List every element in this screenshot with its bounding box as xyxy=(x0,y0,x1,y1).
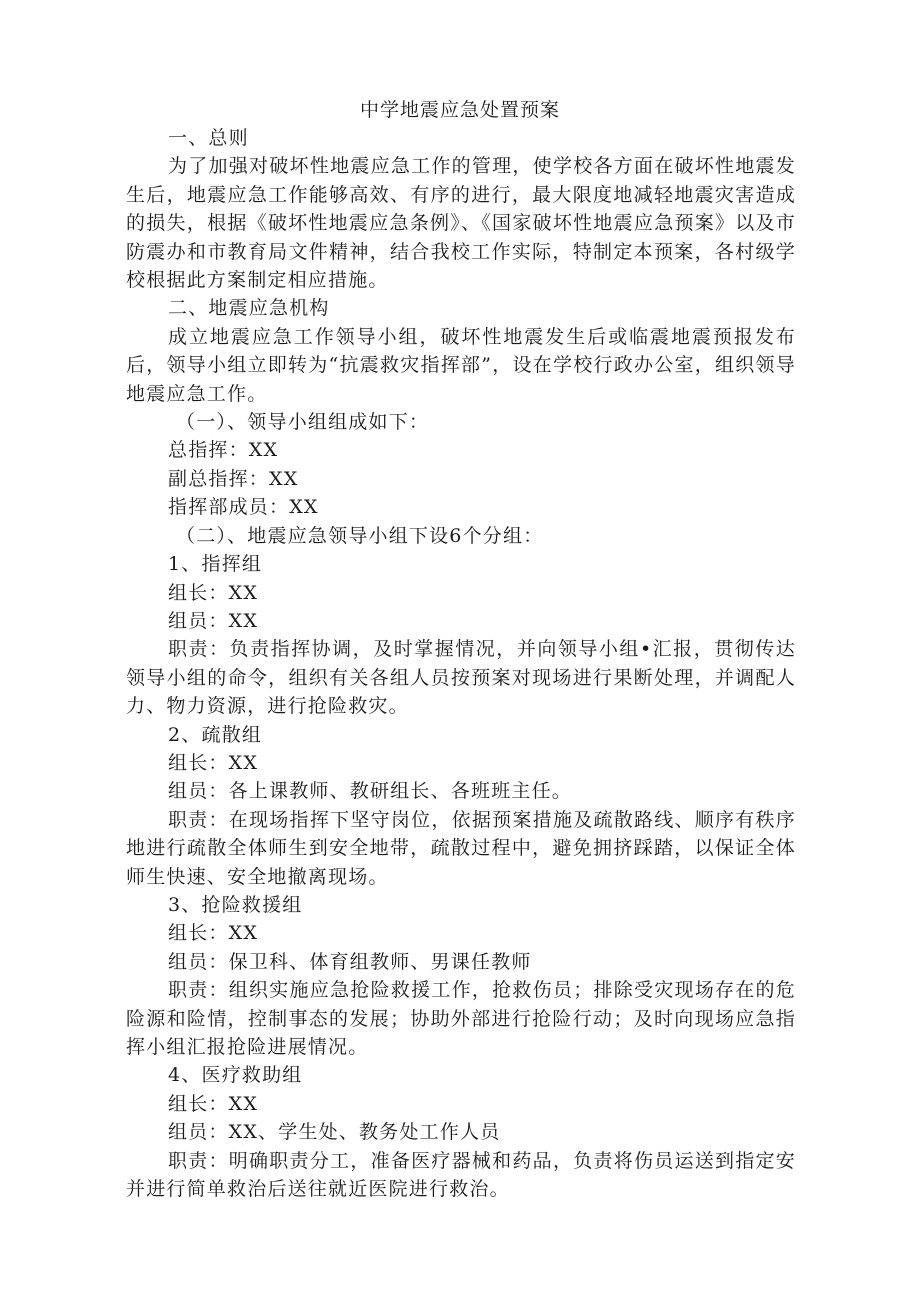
group-title-evacuation: 2、疏散组 xyxy=(168,723,263,746)
line-commander: 总指挥：XX xyxy=(168,439,279,462)
subheading-subgroups: （二）、地震应急领导小组下设6个分组： xyxy=(176,524,544,547)
line-command-members: 指挥部成员：XX xyxy=(168,496,319,519)
group-members-medical: 组员：XX、学生处、教务处工作人员 xyxy=(168,1121,501,1144)
document-body xyxy=(126,124,796,1203)
group-title-rescue: 3、抢险救援组 xyxy=(168,893,303,916)
group-title-command: 1、指挥组 xyxy=(168,553,263,576)
group-duty-evacuation: 职责：在现场指挥下坚守岗位，依据预案措施及疏散路线、顺序有秩序地进行疏散全体师生到安全地带，疏散过程中，避免拥挤踩踏，以保证全体师生快速、安全地撤离现场。 xyxy=(126,808,796,888)
group-duty-command: 职责：负责指挥协调，及时掌握情况，并向领导小组•汇报，贯彻传达领导小组的命令，组织有关各组人员按预案对现场进行果断处理，并调配人力、物力资源，进行抢险救灾。 xyxy=(126,638,796,718)
document-title: 中学地震应急处置预案 xyxy=(359,99,560,121)
group-members-command: 组员：XX xyxy=(168,609,259,632)
group-leader-command: 组长：XX xyxy=(168,581,259,604)
group-title-medical: 4、医疗救助组 xyxy=(168,1064,303,1087)
group-leader-rescue: 组长：XX xyxy=(168,922,259,945)
group-duty-rescue: 职责：组织实施应急抢险救援工作，抢救伤员；排除受灾现场存在的危险源和险情，控制事态的发展；协助外部进行抢险行动；及时向现场应急指挥小组汇报抢险进展情况。 xyxy=(126,979,796,1058)
paragraph-general: 为了加强对破坏性地震应急工作的管理，使学校各方面在破坏性地震发生后，地震应急工作能够高效、有序的进行，最大限度地减轻地震灾害造成的损失，根据《破坏性地震应急条例》、《国家破坏性地震应急预案》以及市防震办和市教育局文件精神，结合我校工作实际，特制定本预案，各村级学校根据此方案制定相应措施。 xyxy=(126,155,796,292)
group-members-rescue: 组员：保卫科、体育组教师、男课任教师 xyxy=(168,950,532,973)
group-members-evacuation: 组员：各上课教师、教研组长、各班班主任。 xyxy=(168,780,573,803)
group-duty-medical: 职责：明确职责分工，准备医疗器械和药品，负责将伤员运送到指定安并进行简单救治后送往就近医院进行救治。 xyxy=(126,1149,796,1201)
subheading-leadership-group: （一）、领导小组组成如下： xyxy=(176,411,430,434)
paragraph-organization: 成立地震应急工作领导小组，破坏性地震发生后或临震地震预报发布后，领导小组立即转为“抗震救灾指挥部”，设在学校行政办公室，组织领导地震应急工作。 xyxy=(126,325,796,405)
section-heading-general: 一、总则 xyxy=(168,127,249,149)
group-leader-medical: 组长：XX xyxy=(168,1092,259,1115)
group-leader-evacuation: 组长：XX xyxy=(168,751,259,774)
section-heading-organization: 二、地震应急机构 xyxy=(168,297,330,320)
line-deputy-commander: 副总指挥：XX xyxy=(168,467,299,490)
